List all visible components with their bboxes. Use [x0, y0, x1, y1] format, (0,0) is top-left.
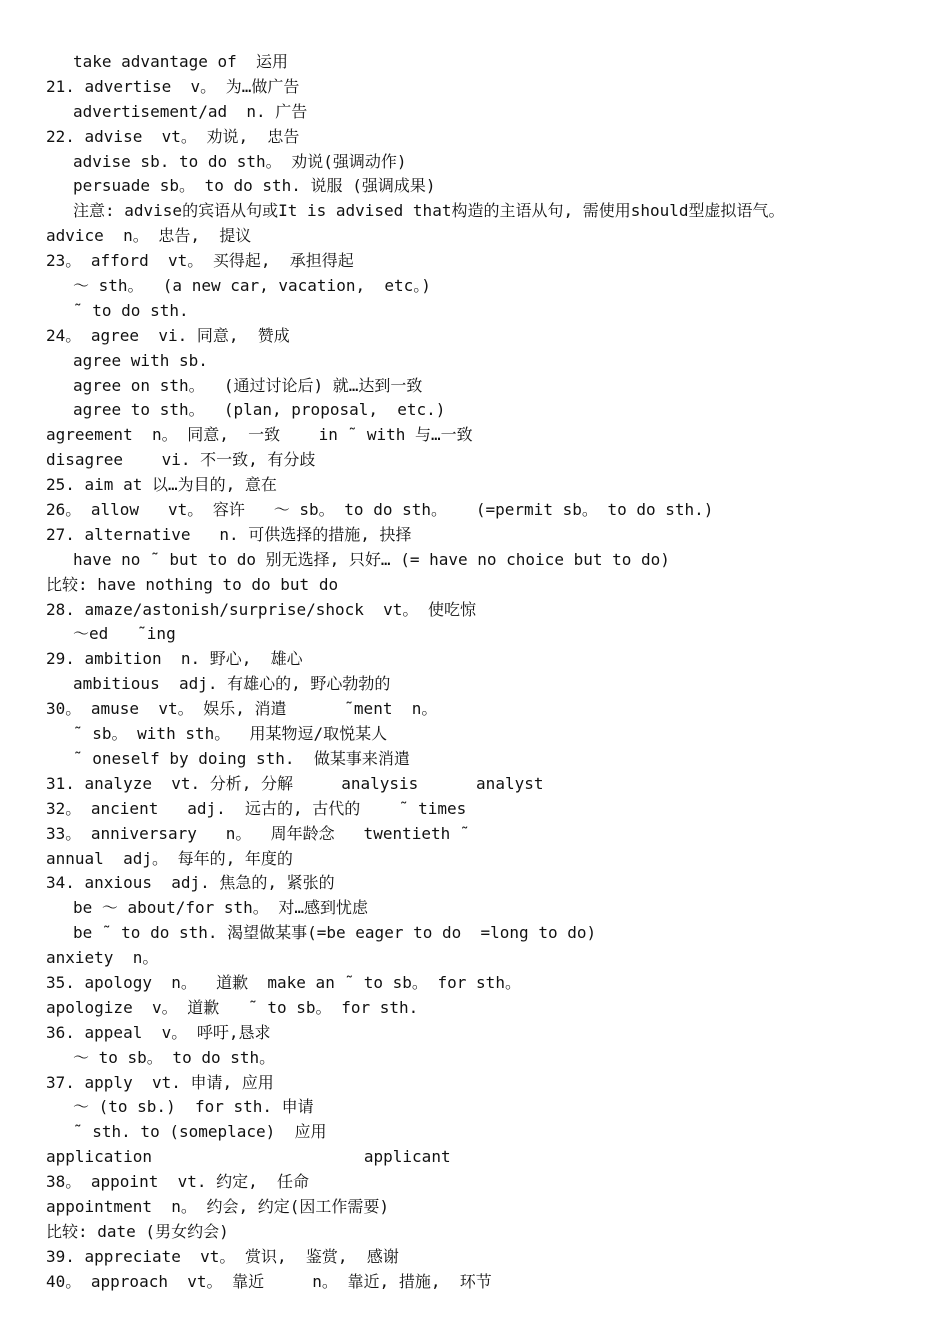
- text-line: appointment n。 约会, 约定(因工作需要): [46, 1196, 390, 1216]
- text-line: agreement n。 同意, 一致 in ˜ with 与…一致: [46, 425, 473, 445]
- text-line: ～ (to sb.) for sth. 申请: [73, 1097, 314, 1117]
- text-line: 33。 anniversary n。 周年龄念 twentieth ˜: [46, 823, 470, 843]
- text-line: 36. appeal v。 呼吁,恳求: [46, 1022, 271, 1042]
- text-line: 24。 agree vi. 同意, 赞成: [46, 325, 290, 345]
- text-line: ～ to sb。 to do sth。: [73, 1047, 276, 1067]
- text-line: anxiety n。: [46, 948, 159, 968]
- text-line: annual adj。 每年的, 年度的: [46, 848, 293, 868]
- text-line: ambitious adj. 有雄心的, 野心勃勃的: [73, 674, 391, 694]
- text-line: 比较: date (男女约会): [46, 1221, 229, 1241]
- text-line: 38。 appoint vt. 约定, 任命: [46, 1172, 310, 1192]
- text-line: 23。 afford vt。 买得起, 承担得起: [46, 251, 354, 271]
- text-line: ˜ to do sth.: [73, 300, 189, 320]
- text-line: ～ed ˜ing: [73, 624, 176, 644]
- document-page: [0, 50, 950, 1295]
- text-line: 比较: have nothing to do but do: [46, 574, 339, 594]
- text-line: 注意: advise的宾语从句或It is advised that构造的主语从句, 需使用should型虚拟语气。: [73, 201, 785, 221]
- text-line: 31. analyze vt. 分析, 分解 analysis analyst: [46, 773, 544, 793]
- text-line: 40。 approach vt。 靠近 n。 靠近, 措施, 环节: [46, 1271, 492, 1291]
- text-line: 28. amaze/astonish/surprise/shock vt。 使吃惊: [46, 599, 477, 619]
- text-line: agree on sth。 (通过讨论后) 就…达到一致: [73, 375, 423, 395]
- text-line: advice n。 忠告, 提议: [46, 226, 252, 246]
- text-line: agree to sth。 (plan, proposal, etc.): [73, 400, 446, 420]
- text-line: 30。 amuse vt。 娱乐, 消遣 ˜ment n。: [46, 699, 438, 719]
- text-line: take advantage of 运用: [73, 52, 289, 71]
- text-line: application applicant: [46, 1147, 451, 1167]
- text-line: ˜ oneself by doing sth. 做某事来消遣: [73, 748, 410, 768]
- text-line: persuade sb。 to do sth. 说服 (强调成果): [73, 176, 436, 196]
- text-line: agree with sb.: [73, 350, 208, 370]
- text-line: 22. advise vt。 劝说, 忠告: [46, 126, 300, 146]
- text-line: apologize v。 道歉 ˜ to sb。 for sth.: [46, 997, 419, 1017]
- text-line: be ～ about/for sth。 对…感到忧虑: [73, 898, 369, 918]
- text-line: 21. advertise v。 为…做广告: [46, 76, 300, 96]
- text-line: ˜ sb。 with sth。 用某物逗/取悦某人: [73, 724, 388, 744]
- text-line: disagree vi. 不一致, 有分歧: [46, 450, 316, 470]
- text-line: 25. aim at 以…为目的, 意在: [46, 475, 277, 495]
- text-line: 34. anxious adj. 焦急的, 紧张的: [46, 873, 335, 893]
- text-line: 26。 allow vt。 容许 ～ sb。 to do sth。 (=permit sb。 to do sth.): [46, 500, 714, 520]
- text-line: be ˜ to do sth. 渴望做某事(=be eager to do =long to do): [73, 923, 597, 943]
- text-line: 29. ambition n. 野心, 雄心: [46, 649, 303, 669]
- text-line: have no ˜ but to do 别无选择, 只好… (= have no choice but to do): [73, 549, 670, 569]
- text-line: ～ sth。 (a new car, vacation, etc。): [73, 276, 431, 296]
- text-line: 27. alternative n. 可供选择的措施, 抉择: [46, 524, 412, 544]
- text-line: 35. apology n。 道歉 make an ˜ to sb。 for sth。: [46, 972, 521, 992]
- text-line: advise sb. to do sth。 劝说(强调动作): [73, 151, 407, 171]
- text-line: 37. apply vt. 申请, 应用: [46, 1072, 274, 1092]
- text-line: 39. appreciate vt。 赏识, 鉴赏, 感谢: [46, 1246, 399, 1266]
- text-line: 32。 ancient adj. 远古的, 古代的 ˜ times: [46, 798, 467, 818]
- text-line: advertisement/ad n. 广告: [73, 101, 308, 121]
- text-line: ˜ sth. to (someplace) 应用: [73, 1122, 327, 1142]
